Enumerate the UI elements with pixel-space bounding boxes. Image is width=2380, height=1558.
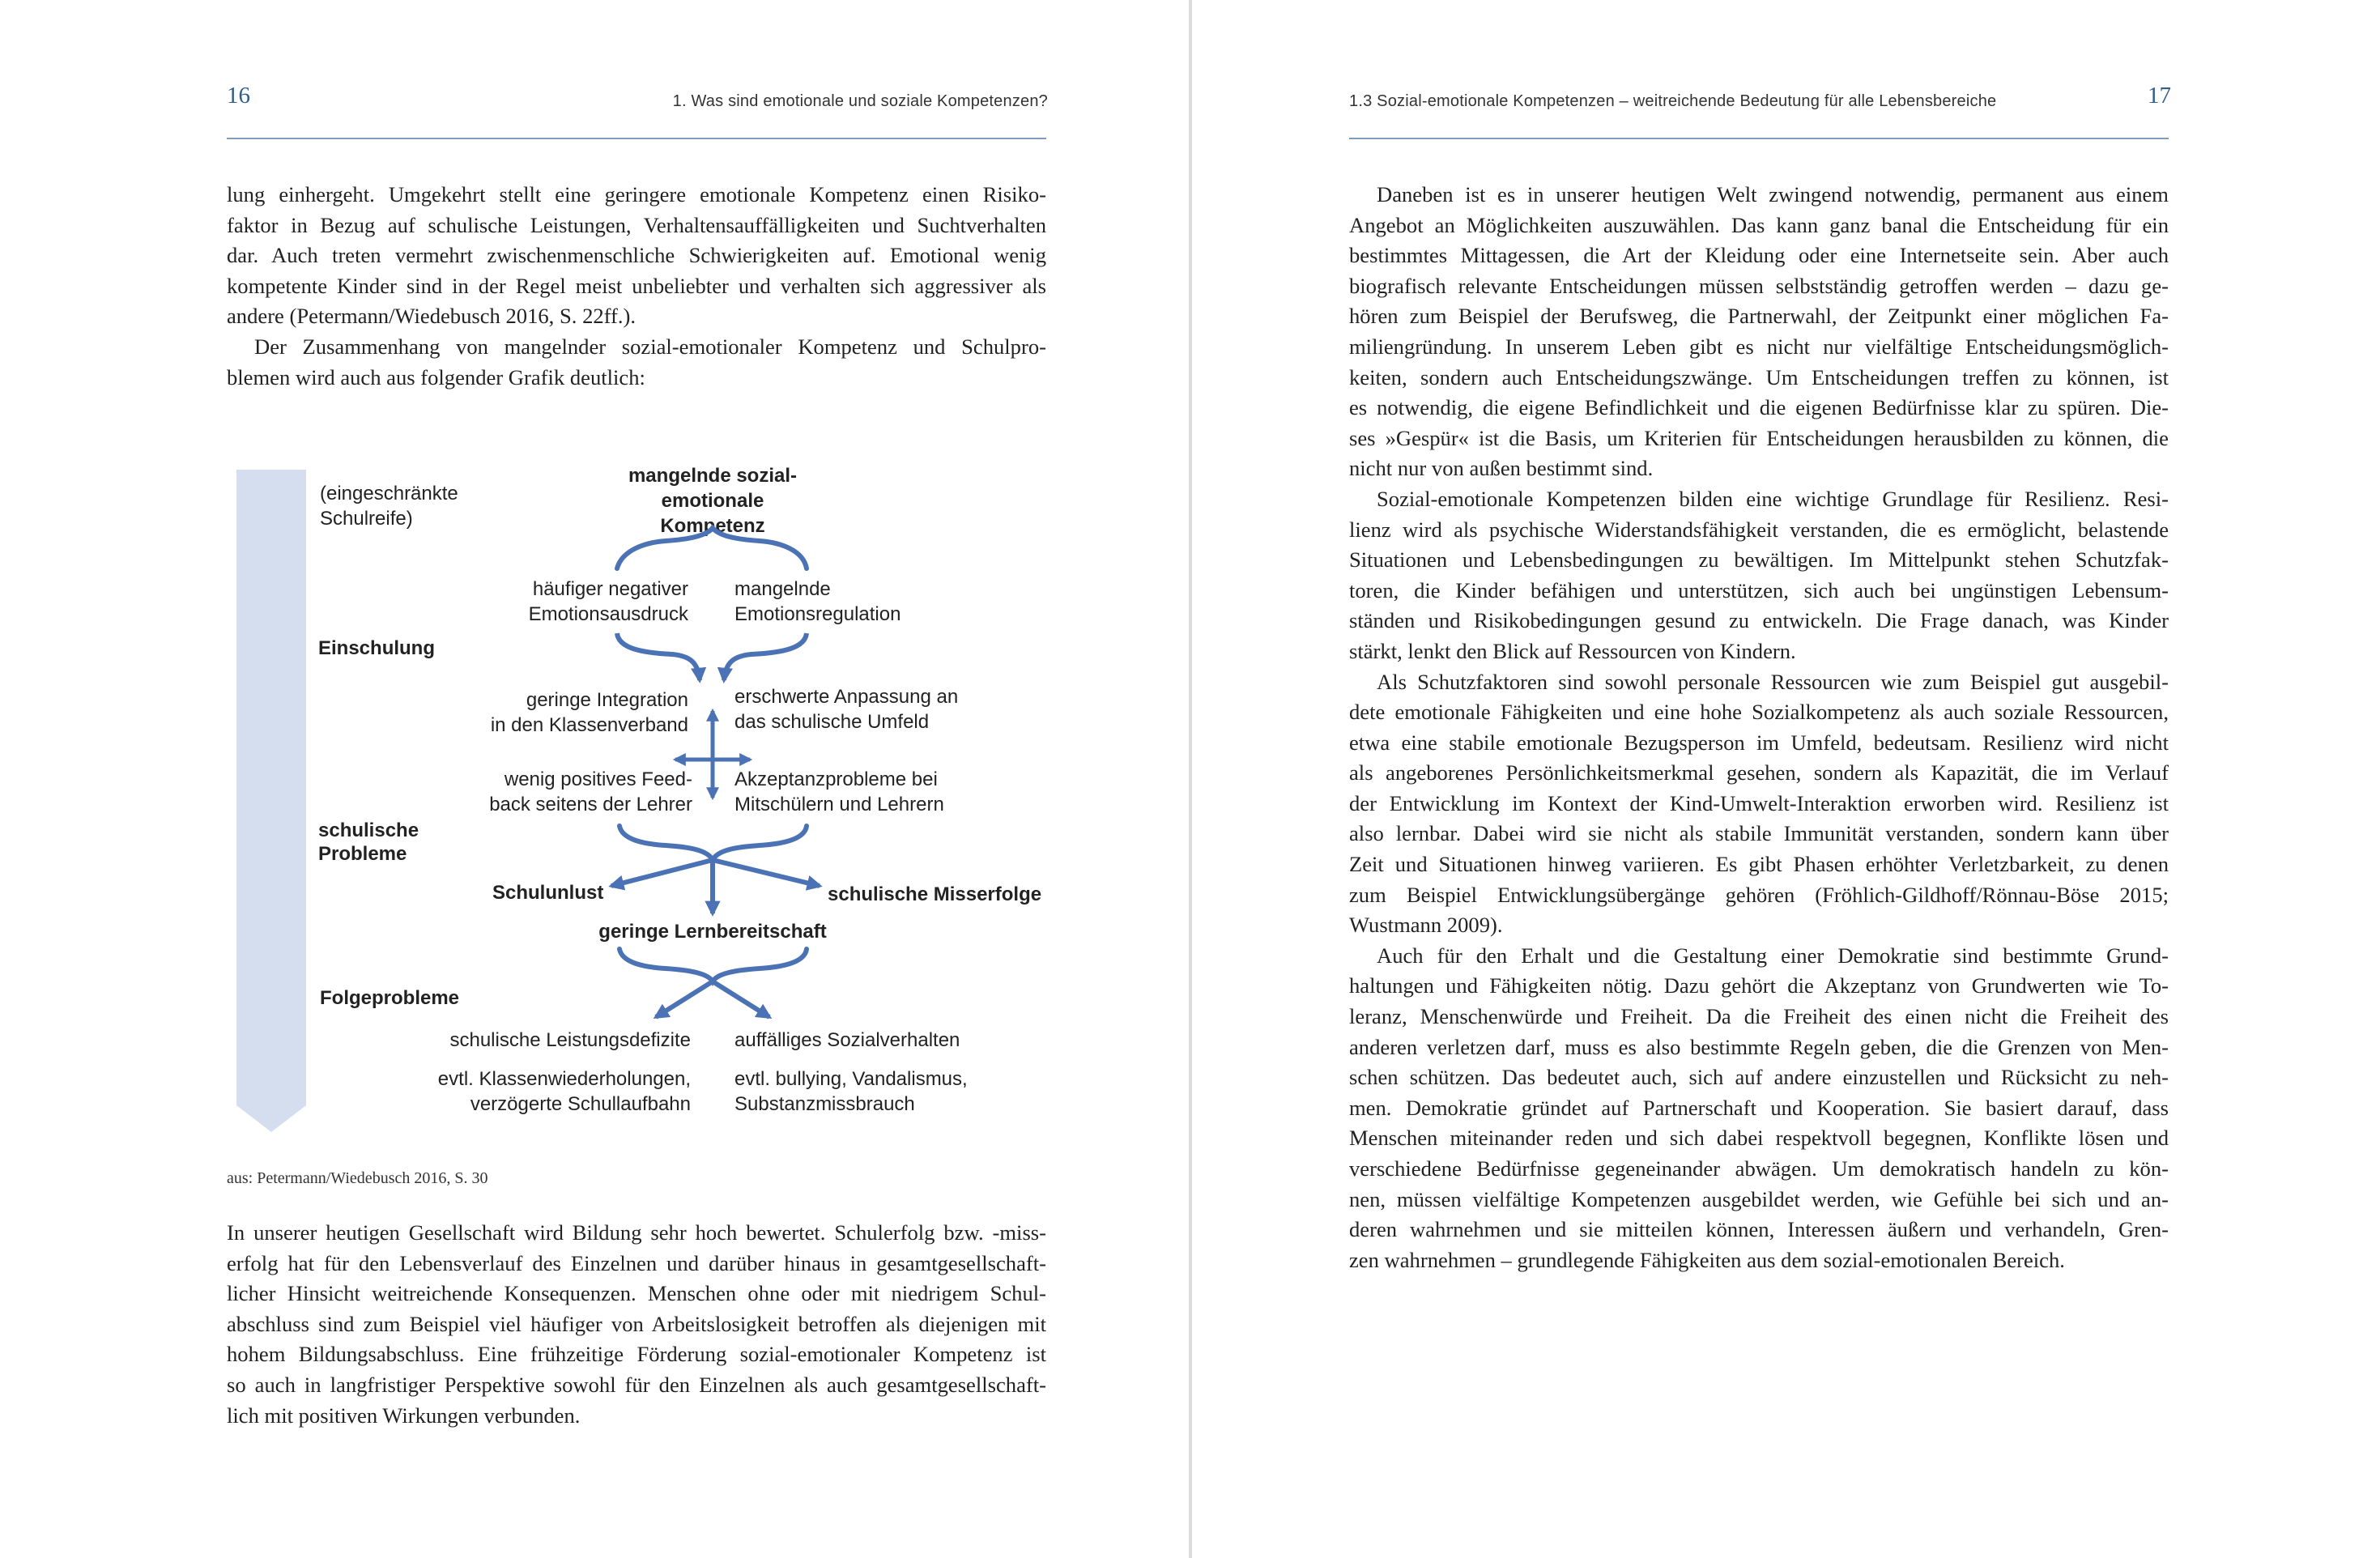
text-line: stärkt, lenkt den Blick auf Ressourcen von Kindern.: [1349, 638, 1796, 663]
text-line: es notwendig, die eigene Befindlichkeit und die eigenen Bedürfnisse klar zu spüren. Die-: [1349, 395, 2169, 420]
text-line: ses »Gespür« ist die Basis, um Kriterien für Entscheidungen herausbilden zu können, die: [1349, 425, 2169, 450]
text-line: leranz, Menschenwürde und Freiheit. Da die Freiheit des einen nicht die Freiheit des: [1349, 1004, 2169, 1029]
header-rule: [1349, 138, 2169, 139]
text-line: erfolg hat für den Lebensverlauf des Einzelnen und darüber hinaus in gesamtgesellschaft-: [227, 1250, 1046, 1275]
social-behavior-label: auffälliges Sozialverhalten: [734, 1029, 960, 1051]
feedback-label: wenig positives Feed-back seitens der Lehrer: [489, 768, 692, 815]
text-line: hören zum Beispiel der Berufsweg, die Partnerwahl, der Zeitpunkt einer möglichen Fa-: [1349, 304, 2169, 329]
low-learning-label: geringe Lernbereitschaft: [598, 921, 827, 943]
arrow-to-performance-deficits: [656, 981, 713, 1017]
top-concept: mangelnde sozial-emotionale Kompetenz: [628, 465, 798, 537]
figure-caption: aus: Petermann/Wiedebusch 2016, S. 30: [227, 1169, 488, 1187]
text-line: der Entwicklung im Kontext der Kind-Umwelt-Interaktion erworben wird. Resilienz ist: [1349, 790, 2169, 815]
repetitions-label: evtl. Klassenwiederholungen, verzögerte Schullaufbahn: [437, 1068, 691, 1115]
performance-deficits-label: schulische Leistungsdefizite: [449, 1029, 691, 1051]
page-number: 16: [227, 83, 250, 109]
brace-middle: [619, 826, 807, 860]
arrow-to-school-aversion: [611, 860, 713, 886]
text-line: etwa eine stabile emotionale Bezugsperson im Umfeld, bedeutsam. Resilienz wird nicht: [1349, 730, 2169, 755]
school-failure-label: schulische Misserfolge: [828, 883, 1042, 905]
running-head: 1. Was sind emotionale und soziale Kompetenzen?: [672, 92, 1048, 110]
text-line: Als Schutzfaktoren sind sowohl personale Ressourcen wie zum Beispiel gut ausgebil-: [1377, 669, 2169, 694]
text-line: miliengründung. In unserem Leben gibt es nicht nur vielfältige Entscheidungsmöglich-: [1349, 334, 2169, 359]
page-number: 17: [2148, 83, 2171, 109]
text-line: Menschen miteinander reden und sich dabei respektvoll begegnen, Konflikte lösen und: [1349, 1126, 2169, 1151]
negative-expression-label: häufiger negativer Emotionsausdruck: [528, 578, 688, 625]
text-line: lienz wird als psychische Widerstandsfähigkeit verstanden, die es ermöglicht, belastende: [1349, 517, 2169, 542]
text-line: abschluss sind zum Beispiel viel häufiger von Arbeitslosigkeit betroffen als diejenigen mit: [227, 1311, 1046, 1336]
text-line: als angeborenes Persönlichkeitsmerkmal gesehen, sondern als Kapazität, die im Verlauf: [1349, 760, 2169, 785]
text-line: biografisch relevante Entscheidungen müssen selbstständig getroffen werden – dazu ge-: [1349, 273, 2169, 298]
text-line: kompetente Kinder sind in der Regel meist unbeliebter und verhalten sich aggressiver als: [227, 273, 1046, 298]
text-line: Daneben ist es in unserer heutigen Welt zwingend notwendig, permanent aus einem: [1377, 182, 2169, 206]
text-line: schen schützen. Das bedeutet auch, sich auf andere einzustellen und Rücksicht zu neh-: [1349, 1065, 2169, 1090]
school-aversion-label: Schulunlust: [492, 882, 604, 904]
stage-consequences: Folgeprobleme: [320, 987, 460, 1009]
stage-restricted-maturity: (eingeschränkte Schulreife): [320, 483, 458, 530]
body-text: [1349, 180, 2169, 1275]
outro-paragraph: [227, 1218, 1046, 1431]
text-line: zen wahrnehmen – grundlegende Fähigkeiten aus dem sozial-emotionalen Bereich.: [1349, 1247, 2065, 1272]
timeline-band: [236, 470, 306, 1132]
text-line: so auch in langfristiger Perspektive sowohl für den Einzelnen als auch gesamtgesellschaft-: [227, 1372, 1046, 1397]
text-line: hohem Bildungsabschluss. Eine frühzeitige Förderung sozial-emotionaler Kompetenz ist: [227, 1342, 1046, 1367]
text-line: licher Hinsicht weitreichende Konsequenzen. Menschen ohne oder mit niedrigem Schul-: [227, 1281, 1046, 1306]
text-line: In unserer heutigen Gesellschaft wird Bildung sehr hoch bewertet. Schulerfolg bzw. -miss-: [227, 1220, 1046, 1245]
text-line: Angebot an Möglichkeiten auszuwählen. Das kann ganz banal die Entscheidung für ein: [1349, 212, 2169, 237]
emotion-regulation-label: mangelnde Emotionsregulation: [734, 578, 901, 625]
text-line: blemen wird auch aus folgender Grafik deutlich:: [227, 364, 645, 390]
acceptance-label: Akzeptanzprobleme bei Mitschülern und Lehrern: [734, 768, 944, 815]
arrow-converge-right: [724, 633, 807, 680]
text-line: nen, müssen vielfältige Kompetenzen ausgebildet werden, wie Gefühle bei sich und an-: [1349, 1186, 2169, 1211]
text-line: deren wahrnehmen und sie mitteilen können, Interessen äußern und verhandeln, Gren-: [1349, 1217, 2169, 1242]
text-line: anderen verletzen darf, muss es also bestimmte Regeln geben, die die Grenzen von Men-: [1349, 1034, 2169, 1059]
text-line: dete emotionale Fähigkeiten und eine hohe Sozialkompetenz als auch soziale Ressourcen,: [1349, 700, 2169, 725]
text-line: faktor in Bezug auf schulische Leistungen, Verhaltensauffälligkeiten und Suchtverhalten: [227, 212, 1046, 237]
arrow-to-school-failure: [713, 860, 820, 886]
text-line: nicht nur von außen bestimmt sind.: [1349, 456, 1654, 481]
text-line: keiten, sondern auch Entscheidungszwänge. Um Entscheidungen treffen zu können, ist: [1349, 364, 2169, 390]
bullying-label: evtl. bullying, Vandalismus, Substanzmissbrauch: [734, 1068, 968, 1115]
integration-label: geringe Integration in den Klassenverband: [490, 689, 688, 736]
adaptation-label: erschwerte Anpassung an das schulische Umfeld: [734, 686, 959, 733]
text-line: Der Zusammenhang von mangelnder sozial-emotionaler Kompetenz und Schulpro-: [254, 334, 1046, 359]
arrow-to-social-behavior: [713, 981, 769, 1017]
text-line: lung einhergeht. Umgekehrt stellt eine geringere emotionale Kompetenz einen Risiko-: [227, 182, 1046, 206]
stage-enrollment: Einschulung: [318, 637, 435, 659]
stage-school-problems: schulische Probleme: [318, 819, 419, 865]
running-head: 1.3 Sozial-emotionale Kompetenzen – weitreichende Bedeutung für alle Lebensbereiche: [1349, 92, 1997, 110]
text-line: men. Demokratie gründet auf Partnerschaft und Kooperation. Sie basiert darauf, dass: [1349, 1095, 2169, 1120]
right-page: [1192, 0, 2380, 1558]
text-line: zum Beispiel Entwicklungsübergänge gehören (Fröhlich-Gildhoff/Rönnau-Böse 2015;: [1349, 882, 2169, 907]
text-line: dar. Auch treten vermehrt zwischenmenschliche Schwierigkeiten auf. Emotional wenig: [227, 243, 1046, 268]
text-line: ständen und Risikobedingungen gesund zu entwickeln. Die Frage danach, was Kinder: [1349, 608, 2169, 633]
text-line: verschiedene Bedürfnisse gegeneinander abwägen. Um demokratisch handeln zu kön-: [1349, 1156, 2169, 1181]
text-line: also lernbar. Dabei wird sie nicht als stabile Immunität verstanden, sondern kann über: [1349, 821, 2169, 846]
text-line: Situationen und Lebensbedingungen zu bewältigen. Im Mittelpunkt stehen Schutzfak-: [1349, 547, 2169, 573]
text-line: Sozial-emotionale Kompetenzen bilden eine wichtige Grundlage für Resilienz. Resi-: [1377, 486, 2169, 511]
text-line: andere (Petermann/Wiedebusch 2016, S. 22ff.).: [227, 304, 637, 329]
brace-lower: [619, 949, 807, 981]
text-line: Zeit und Situationen hinweg variieren. Es gibt Phasen erhöhter Verletzbarkeit, zu denen: [1349, 852, 2169, 877]
arrow-converge-left: [617, 633, 700, 680]
text-line: toren, die Kinder befähigen und unterstützen, sich auch bei ungünstigen Lebensum-: [1349, 577, 2169, 602]
text-line: lich mit positiven Wirkungen verbunden.: [227, 1403, 581, 1428]
text-line: Wustmann 2009).: [1349, 913, 1503, 938]
text-line: Auch für den Erhalt und die Gestaltung einer Demokratie sind bestimmte Grund-: [1377, 943, 2169, 968]
text-line: haltungen und Fähigkeiten nötig. Dazu gehört die Akzeptanz von Grundwerten wie To-: [1349, 973, 2169, 998]
text-line: bestimmtes Mittagessen, die Art der Kleidung oder eine Internetseite sein. Aber auch: [1349, 243, 2169, 268]
